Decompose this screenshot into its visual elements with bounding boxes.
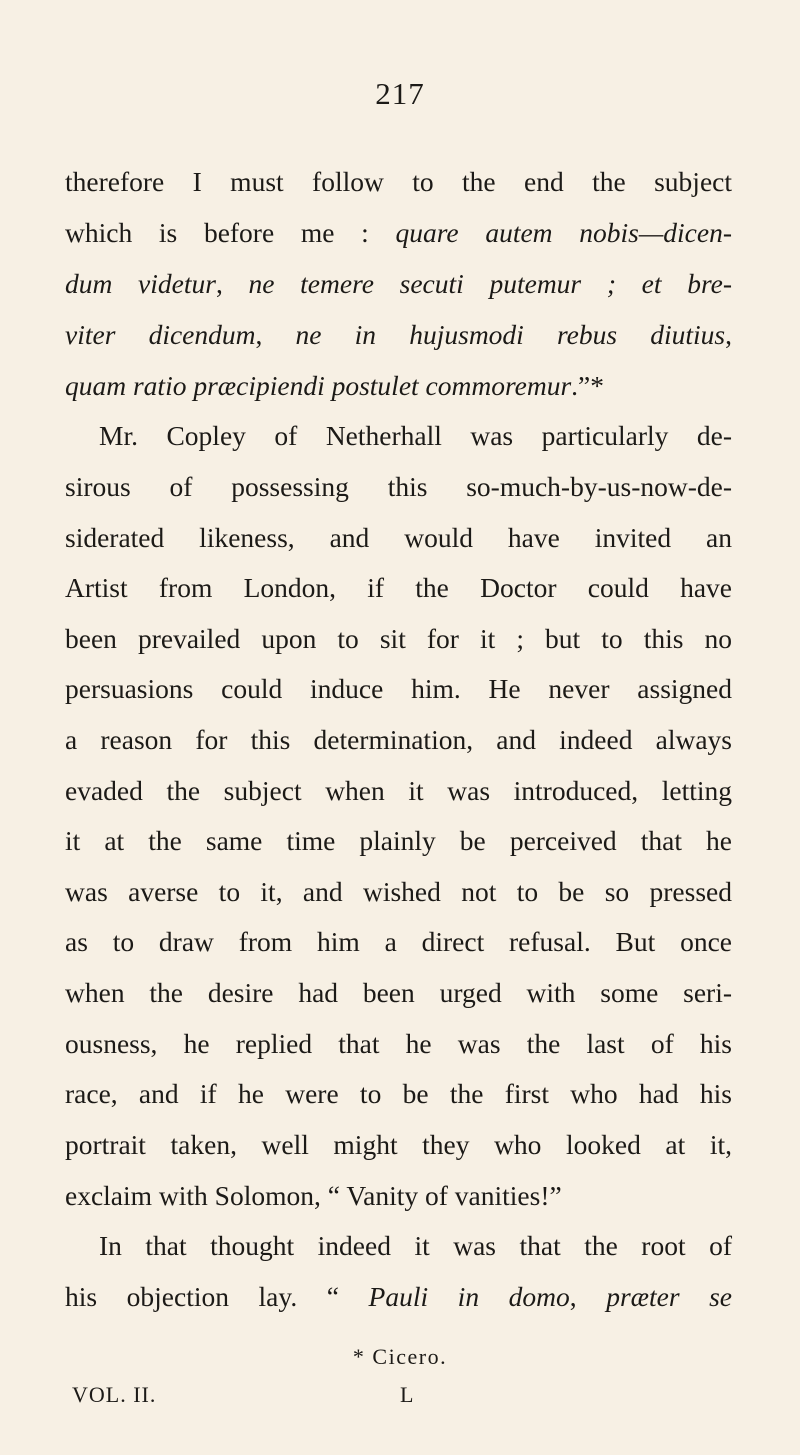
text-line: [99, 416, 732, 456]
text-run: which is before me :: [65, 217, 396, 248]
footnote: * Cicero.: [352, 1344, 448, 1369]
text-run: ,: [255, 319, 296, 350]
text-run: therefore I must follow to the end the subject: [65, 166, 732, 197]
text-line: [65, 213, 732, 253]
text-line: [65, 366, 732, 406]
text-run: ,: [725, 319, 732, 350]
text-line: [65, 568, 732, 608]
text-run: ,: [569, 1281, 607, 1312]
italic-text: quam ratio præcipiendi postulet commoremur: [65, 370, 572, 401]
text-line: [65, 1125, 732, 1165]
text-run: evaded the subject when it was introduced, letting: [65, 775, 732, 806]
text-run: when the desire had been urged with some seri-: [65, 977, 732, 1008]
italic-text: dum videtur: [65, 268, 216, 299]
italic-text: quare autem nobis—dicen-: [395, 217, 732, 248]
text-run: siderated likeness, and would have invited an: [65, 522, 732, 553]
text-run: portrait taken, well might they who looked at it,: [65, 1129, 732, 1160]
text-line: [99, 1226, 732, 1266]
text-run: sirous of possessing this so-much-by-us-now-de-: [65, 471, 732, 502]
italic-text: Pauli in domo: [368, 1281, 570, 1312]
italic-text: ne temere secuti putemur ; et bre-: [248, 268, 732, 299]
text-line: [65, 1176, 732, 1216]
text-run: Artist from London, if the Doctor could have: [65, 572, 732, 603]
text-line: [65, 922, 732, 962]
text-run: ousness, he replied that he was the last of his: [65, 1028, 732, 1059]
text-run: race, and if he were to be the first who had his: [65, 1078, 732, 1109]
text-run: exclaim with Solomon, “ Vanity of vanities!”: [65, 1180, 562, 1211]
italic-text: ne in hujusmodi rebus diutius: [295, 319, 726, 350]
italic-text: præter se: [606, 1281, 732, 1312]
page-number: 217: [375, 76, 425, 111]
text-run: Mr. Copley of Netherhall was particularly de-: [99, 420, 732, 451]
text-run: was averse to it, and wished not to be so pressed: [65, 876, 732, 907]
text-line: [65, 821, 732, 861]
text-line: [65, 1277, 732, 1317]
text-line: [65, 315, 732, 355]
text-line: [65, 720, 732, 760]
text-run: been prevailed upon to sit for it ; but to this no: [65, 623, 732, 654]
text-line: [65, 1024, 732, 1064]
text-line: [65, 264, 732, 304]
text-line: [65, 162, 732, 202]
volume-signature: VOL. II.: [72, 1382, 157, 1407]
text-run: .”*: [571, 370, 605, 401]
text-line: [65, 771, 732, 811]
signature-mark: L: [400, 1382, 414, 1407]
text-line: [65, 669, 732, 709]
text-line: [65, 467, 732, 507]
italic-text: viter dicendum: [65, 319, 256, 350]
text-line: [65, 619, 732, 659]
text-run: as to draw from him a direct refusal. But once: [65, 926, 732, 957]
text-line: [65, 872, 732, 912]
text-run: it at the same time plainly be perceived that he: [65, 825, 732, 856]
text-run: persuasions could induce him. He never assigned: [65, 673, 732, 704]
text-run: ,: [215, 268, 249, 299]
text-run: In that thought indeed it was that the root of: [99, 1230, 732, 1261]
text-run: his objection lay. “: [65, 1281, 369, 1312]
text-run: a reason for this determination, and indeed always: [65, 724, 732, 755]
text-line: [65, 518, 732, 558]
text-line: [65, 973, 732, 1013]
text-line: [65, 1074, 732, 1114]
